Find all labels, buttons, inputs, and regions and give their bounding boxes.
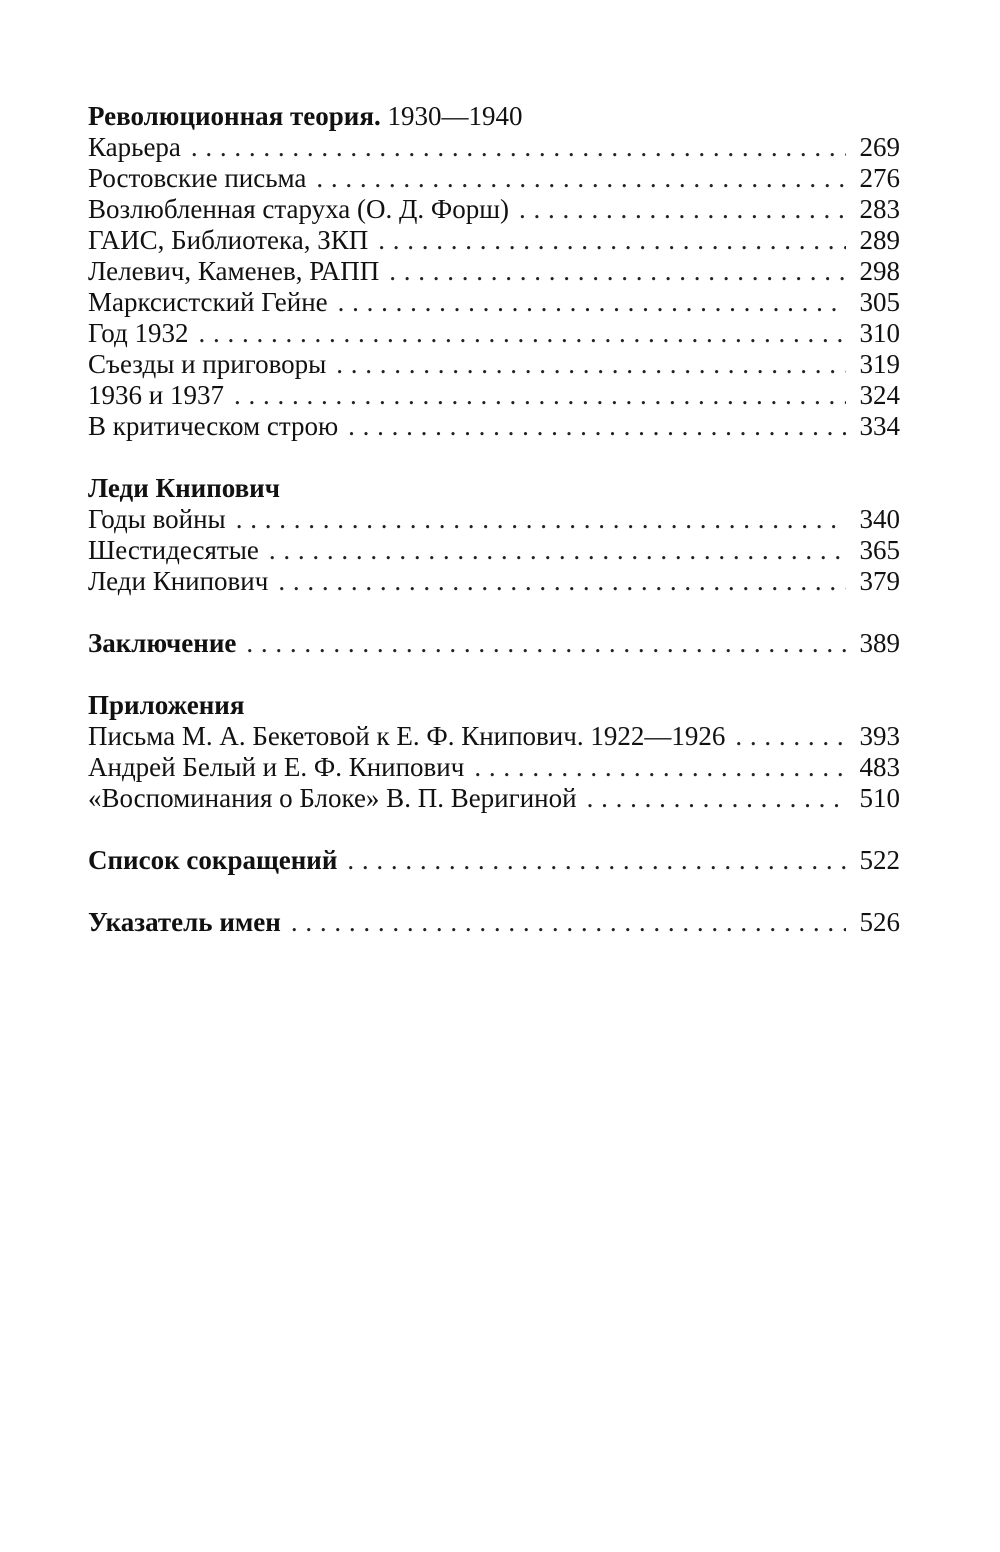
toc-entry-title: Заключение <box>88 628 237 658</box>
section-heading-title: Революционная теория. <box>88 101 381 131</box>
toc-entry-page: 483 <box>859 752 900 782</box>
toc-entry-page: 510 <box>859 783 900 813</box>
toc-entry-title: Шестидесятые <box>88 535 259 565</box>
leader-dots <box>519 194 846 225</box>
toc-entry[interactable] <box>88 721 900 752</box>
leader-dots <box>278 566 846 597</box>
toc-entry-title: Андрей Белый и Е. Ф. Книпович <box>88 752 465 782</box>
leader-dots <box>316 163 846 194</box>
leader-dots <box>348 411 846 442</box>
toc-entry[interactable] <box>88 411 900 442</box>
toc-entry-title: Указатель имен <box>88 907 281 937</box>
toc-entry-page: 389 <box>859 628 900 658</box>
toc-entry-conclusion[interactable] <box>88 628 900 659</box>
leader-dots <box>234 380 846 411</box>
leader-dots <box>735 721 846 752</box>
toc-entry[interactable] <box>88 318 900 349</box>
toc-entry-title: Ростовские письма <box>88 163 307 193</box>
leader-dots <box>389 256 846 287</box>
leader-dots <box>269 535 846 566</box>
section-revolutionary-theory <box>88 101 900 442</box>
toc-entry[interactable] <box>88 349 900 380</box>
toc-entry-name-index[interactable] <box>88 907 900 938</box>
leader-dots <box>587 783 846 814</box>
toc-entry-abbreviations[interactable] <box>88 845 900 876</box>
toc-entry-title: Леди Книпович <box>88 566 269 596</box>
leader-dots <box>338 287 846 318</box>
section-heading-years: 1930—1940 <box>387 101 523 131</box>
leader-dots <box>291 907 846 938</box>
toc-entry-title: Марксистский Гейне <box>88 287 328 317</box>
toc-entry[interactable] <box>88 256 900 287</box>
toc-entry-page: 319 <box>859 349 900 379</box>
toc-entry-page: 365 <box>859 535 900 565</box>
toc-entry-title: Год 1932 <box>88 318 189 348</box>
toc-entry[interactable] <box>88 194 900 225</box>
toc-entry-title: Список сокращений <box>88 845 338 875</box>
section-name-index <box>88 907 900 938</box>
toc-entry-page: 305 <box>859 287 900 317</box>
toc-entry-title: «Воспоминания о Блоке» В. П. Веригиной <box>88 783 577 813</box>
toc-entry-page: 283 <box>859 194 900 224</box>
toc-entry[interactable] <box>88 163 900 194</box>
toc-entry-title: Возлюбленная старуха (О. Д. Форш) <box>88 194 510 224</box>
toc-entry-page: 289 <box>859 225 900 255</box>
leader-dots <box>191 132 846 163</box>
leader-dots <box>198 318 846 349</box>
toc-entry[interactable] <box>88 504 900 535</box>
section-heading-title: Леди Книпович <box>88 473 280 503</box>
toc-entry[interactable] <box>88 535 900 566</box>
leader-dots <box>474 752 846 783</box>
toc-entry[interactable] <box>88 380 900 411</box>
toc-entry-title: 1936 и 1937 <box>88 380 224 410</box>
toc-entry-page: 298 <box>859 256 900 286</box>
toc-entry[interactable] <box>88 132 900 163</box>
toc-entry-title: Лелевич, Каменев, РАПП <box>88 256 380 286</box>
toc-entry[interactable] <box>88 287 900 318</box>
toc-entry-page: 269 <box>859 132 900 162</box>
toc-entry-title: ГАИС, Библиотека, ЗКП <box>88 225 369 255</box>
leader-dots <box>336 349 846 380</box>
leader-dots <box>236 504 846 535</box>
toc-entry-page: 522 <box>859 845 900 875</box>
section-abbreviations <box>88 845 900 876</box>
section-appendices <box>88 690 900 814</box>
toc-entry[interactable] <box>88 566 900 597</box>
leader-dots <box>246 628 846 659</box>
toc-entry-title: В критическом строю <box>88 411 339 441</box>
leader-dots <box>347 845 846 876</box>
section-heading <box>88 473 900 504</box>
toc-entry-title: Письма М. А. Бекетовой к Е. Ф. Книпович. 1922—1926 <box>88 721 726 751</box>
toc-entry-page: 526 <box>859 907 900 937</box>
toc-entry-page: 379 <box>859 566 900 596</box>
toc-entry-page: 276 <box>859 163 900 193</box>
toc-entry-title: Съезды и приговоры <box>88 349 327 379</box>
toc-entry-title: Карьера <box>88 132 181 162</box>
toc-entry-title: Годы войны <box>88 504 226 534</box>
toc-entry-page: 324 <box>859 380 900 410</box>
section-heading <box>88 101 900 132</box>
leader-dots <box>378 225 846 256</box>
toc-entry-page: 310 <box>859 318 900 348</box>
section-heading <box>88 690 900 721</box>
section-heading-title: Приложения <box>88 690 245 720</box>
toc-entry[interactable] <box>88 225 900 256</box>
toc-entry-page: 334 <box>859 411 900 441</box>
section-conclusion <box>88 628 900 659</box>
toc-entry-page: 393 <box>859 721 900 751</box>
toc-entry-page: 340 <box>859 504 900 534</box>
toc-entry[interactable] <box>88 752 900 783</box>
section-lady-knipovich <box>88 473 900 597</box>
table-of-contents <box>88 101 900 969</box>
toc-entry[interactable] <box>88 783 900 814</box>
